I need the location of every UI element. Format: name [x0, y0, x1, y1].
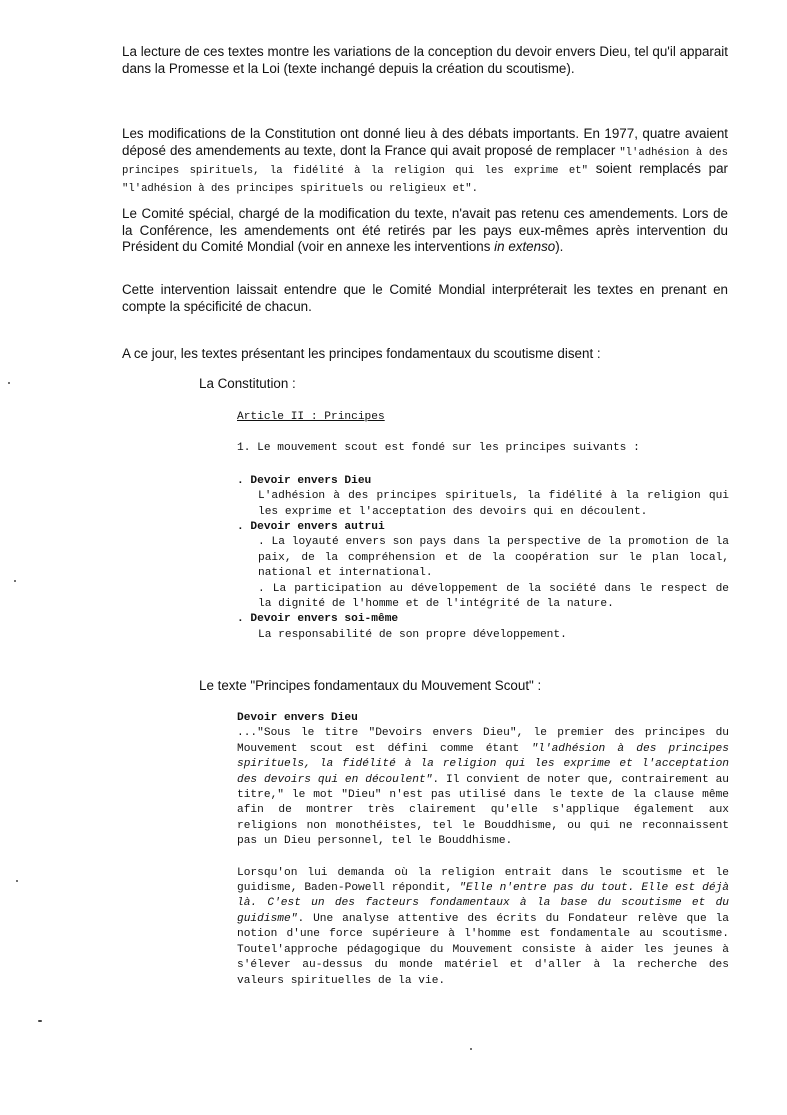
intro-paragraph-2-quote-1: "l'adhésion à des principes spirituels, la fidélité à la religion qui les exprime et": [122, 146, 728, 177]
principes-paragraph-1-text-a: ..."Sous le titre "Devoirs envers Dieu", le premier des principes du Mouvement scout est défini comme étant: [237, 727, 729, 755]
scan-speck: [38, 1020, 42, 1022]
intro-paragraph-2: [122, 126, 728, 198]
constitution-article: [237, 410, 729, 643]
principes-section: [237, 711, 729, 989]
devoir-dieu-text: L'adhésion à des principes spirituels, la fidélité à la religion qui les exprime et l'acceptation des devoirs qui en découlent.: [258, 490, 729, 518]
principes-paragraph-1-quote: "l'adhésion à des principes spirituels, la fidélité à la religion qui les exprime et l'acceptation des devoirs qui en découlent": [237, 742, 729, 786]
principes-paragraph-2: [237, 866, 729, 989]
constitution-heading: La Constitution :: [199, 376, 296, 391]
intro-paragraph-3: [122, 206, 728, 256]
article-title: Article II : Principes: [237, 411, 385, 423]
devoir-autrui-item-2: . La participation au développement de la société dans le respect de la dignité de l'homme et de l'intégrité de la nature.: [258, 582, 729, 611]
intro-paragraph-1: La lecture de ces textes montre les variations de la conception du devoir envers Dieu, tel qu'il apparait dans la Promesse et la Loi (texte inchangé depuis la création du scoutisme).: [122, 44, 728, 76]
principes-paragraph-1: [237, 726, 729, 849]
principes-paragraph-2-text-a: Lorsqu'on lui demanda où la religion entrait dans le scoutisme et le guidisme, Baden-Powell répondit,: [237, 866, 729, 895]
devoir-soi-heading: . Devoir envers soi-même: [237, 613, 399, 626]
intro-paragraph-3-text-b: ).: [555, 239, 564, 255]
scan-speck: [470, 1048, 472, 1050]
intro-paragraph-2-quote-2: "l'adhésion à des principes spirituels ou religieux et".: [122, 183, 479, 196]
devoir-autrui-heading: . Devoir envers autrui: [237, 521, 385, 534]
intro-paragraph-5: A ce jour, les textes présentant les principes fondamentaux du scoutisme disent :: [122, 346, 601, 361]
principes-heading: Le texte "Principes fondamentaux du Mouvement Scout" :: [199, 678, 542, 693]
principes-paragraph-1-text-b: . Il convient de noter que, contrairement au titre," le mot "Dieu" n'est pas utilisé dans le texte de la clause même afin de montrer très clairement qu'elle s'applique également aux religions non monothéistes, tel le Bouddhisme, ou qui ne reconnaissent pas un Dieu personnel, tel le Bouddhisme.: [237, 773, 729, 848]
intro-paragraph-2-text-b: soient remplacés par: [587, 161, 728, 176]
intro-paragraph-3-emphasis: in extenso: [494, 239, 556, 255]
intro-paragraph-4: Cette intervention laissait entendre que le Comité Mondial interpréterait les textes en prenant en compte la spécificité de chacun.: [122, 282, 728, 314]
scan-speck: [14, 580, 16, 582]
intro-paragraph-2-text-a: Les modifications de la Constitution ont donné lieu à des débats importants. En 1977, quatre avaient déposé des amendements au texte, dont la France qui avait proposé de remplacer: [122, 126, 728, 158]
intro-paragraph-3-text-a: Le Comité spécial, chargé de la modification du texte, n'avait pas retenu ces amendements. Lors de la Conférence, les amendements ont été retirés par les pays eux-mêmes après intervention du Président du Comité Mondial (voir en annexe les interventions: [122, 206, 728, 255]
devoir-soi-text: La responsabilité de son propre développement.: [258, 628, 567, 641]
devoir-autrui-item-1: . La loyauté envers son pays dans la perspective de la promotion de la paix, de la compréhension et de la coopération sur le plan local, national et international.: [258, 536, 729, 580]
principes-paragraph-2-quote: "Elle n'entre pas du tout. Elle est déjà là. C'est un des facteurs fondamentaux à la base du scoutisme et du guidisme": [237, 882, 729, 925]
scan-speck: [16, 880, 18, 882]
article-item-1: 1. Le mouvement scout est fondé sur les principes suivants :: [237, 442, 640, 455]
devoir-dieu-heading: . Devoir envers Dieu: [237, 474, 372, 487]
principes-subheading: Devoir envers Dieu: [237, 712, 358, 724]
principes-paragraph-2-text-b: . Une analyse attentive des écrits du Fondateur relève que la notion d'une force supérieure à l'homme est fondamentale au scoutisme. Toutel'approche pédagogique du Mouvement consiste à aider les jeunes à s'élever au-dessus du monde matériel et d'aller à la recherche des valeurs spirituelles de la vie.: [237, 912, 729, 987]
scan-speck: [8, 382, 10, 384]
